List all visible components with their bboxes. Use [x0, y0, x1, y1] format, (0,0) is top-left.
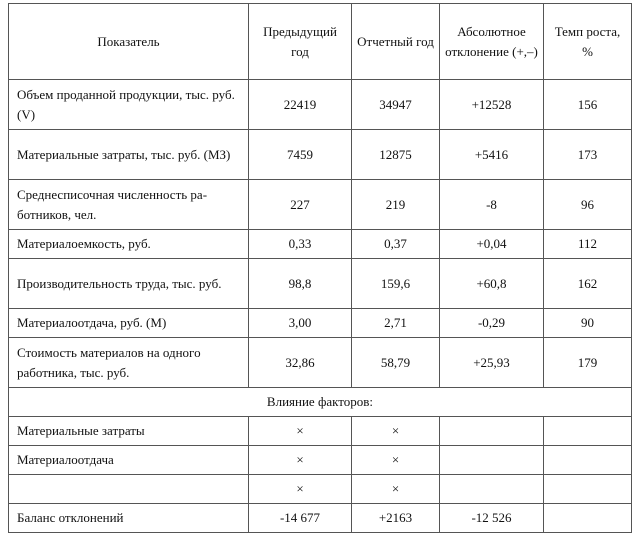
row-rate: 90	[544, 309, 632, 338]
row-curr: 159,6	[352, 259, 440, 309]
row-label: Объем проданной продукции, тыс. руб. (V)	[9, 80, 249, 130]
table-row	[9, 338, 632, 388]
row-curr: 12875	[352, 130, 440, 180]
table-row	[9, 309, 632, 338]
factor-row	[9, 446, 632, 475]
row-rate: 156	[544, 80, 632, 130]
table-row	[9, 130, 632, 180]
header-prev-year: Предыдущий год	[249, 4, 352, 80]
row-curr: 0,37	[352, 230, 440, 259]
factor-label	[9, 475, 249, 504]
factor-rate	[544, 417, 632, 446]
factor-rate	[544, 475, 632, 504]
factors-title: Влияние факторов:	[9, 388, 632, 417]
factor-row	[9, 417, 632, 446]
row-dev: +25,93	[440, 338, 544, 388]
factor-curr: ×	[352, 446, 440, 475]
row-dev: +5416	[440, 130, 544, 180]
factor-prev: ×	[249, 475, 352, 504]
header-growth-rate: Темп роста, %	[544, 4, 632, 80]
factor-prev: ×	[249, 417, 352, 446]
factor-dev	[440, 446, 544, 475]
row-label: Материальные затраты, тыс. руб. (МЗ)	[9, 130, 249, 180]
row-curr: 58,79	[352, 338, 440, 388]
row-label: Среднесписочная численность ра-ботников, чел.	[9, 180, 249, 230]
row-label: Стоимость материалов на одного работника, тыс. руб.	[9, 338, 249, 388]
row-curr: 2,71	[352, 309, 440, 338]
balance-curr: +2163	[352, 504, 440, 533]
table-row	[9, 180, 632, 230]
factor-curr: ×	[352, 475, 440, 504]
balance-prev: -14 677	[249, 504, 352, 533]
row-label: Производительность труда, тыс. руб.	[9, 259, 249, 309]
row-curr: 219	[352, 180, 440, 230]
factor-dev	[440, 417, 544, 446]
row-dev: +60,8	[440, 259, 544, 309]
row-rate: 173	[544, 130, 632, 180]
row-rate: 179	[544, 338, 632, 388]
row-dev: -0,29	[440, 309, 544, 338]
row-prev: 227	[249, 180, 352, 230]
factor-prev: ×	[249, 446, 352, 475]
table-row	[9, 80, 632, 130]
row-label: Материалоемкость, руб.	[9, 230, 249, 259]
balance-label: Баланс отклонений	[9, 504, 249, 533]
header-row	[9, 4, 632, 80]
factor-curr: ×	[352, 417, 440, 446]
row-dev: -8	[440, 180, 544, 230]
row-curr: 34947	[352, 80, 440, 130]
table-row	[9, 230, 632, 259]
factor-dev	[440, 475, 544, 504]
row-prev: 22419	[249, 80, 352, 130]
row-dev: +0,04	[440, 230, 544, 259]
header-indicator: Показатель	[9, 4, 249, 80]
header-report-year: Отчетный год	[352, 4, 440, 80]
factor-label: Материалоотдача	[9, 446, 249, 475]
row-prev: 98,8	[249, 259, 352, 309]
row-rate: 96	[544, 180, 632, 230]
table-row	[9, 259, 632, 309]
row-prev: 7459	[249, 130, 352, 180]
row-dev: +12528	[440, 80, 544, 130]
row-prev: 0,33	[249, 230, 352, 259]
balance-rate	[544, 504, 632, 533]
balance-dev: -12 526	[440, 504, 544, 533]
factor-rate	[544, 446, 632, 475]
row-label: Материалоотдача, руб. (М)	[9, 309, 249, 338]
balance-row	[9, 504, 632, 533]
factor-row	[9, 475, 632, 504]
row-prev: 3,00	[249, 309, 352, 338]
analysis-table	[8, 3, 632, 533]
row-rate: 112	[544, 230, 632, 259]
row-rate: 162	[544, 259, 632, 309]
header-abs-deviation: Абсолютное отклонение (+,–)	[440, 4, 544, 80]
row-prev: 32,86	[249, 338, 352, 388]
factor-label: Материальные затраты	[9, 417, 249, 446]
factors-title-row	[9, 388, 632, 417]
